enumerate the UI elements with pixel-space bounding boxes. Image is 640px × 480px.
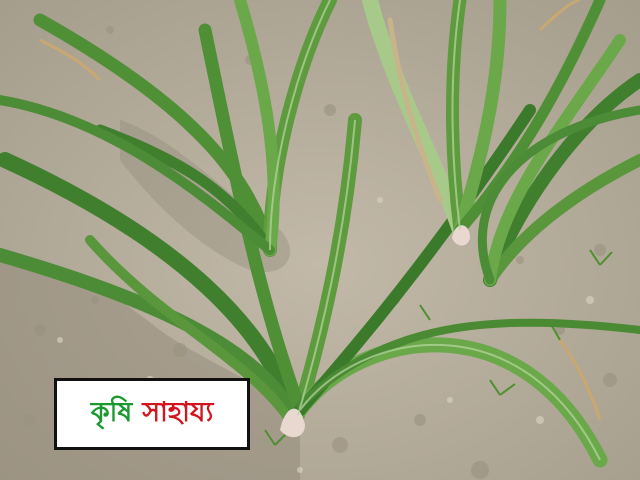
watermark-logo [54,378,250,450]
logo-word-krishi: কৃষি [90,396,133,428]
logo-word-sahajjo: সাহায্য [142,396,214,428]
logo-text [91,392,214,437]
